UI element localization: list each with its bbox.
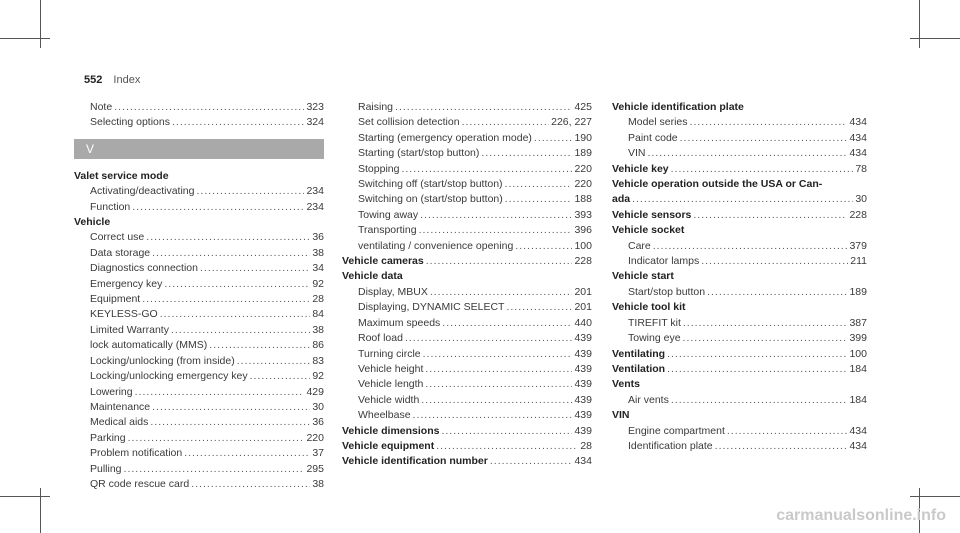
entry-pages: 226, 227 <box>551 116 592 129</box>
leader-dots <box>690 115 848 130</box>
index-heading: Vehicle tool kit <box>612 301 686 314</box>
entry-label: Selecting options <box>90 116 170 129</box>
leader-dots <box>171 323 310 338</box>
index-entry <box>74 385 324 400</box>
crop-mark <box>40 488 41 533</box>
leader-dots <box>693 208 847 223</box>
entry-pages: 387 <box>849 316 867 329</box>
entry-pages: 295 <box>306 462 324 475</box>
entry-pages: 434 <box>849 439 867 452</box>
entry-pages: 439 <box>574 378 592 391</box>
entry-pages: 434 <box>849 424 867 437</box>
entry-pages: 38 <box>312 477 324 490</box>
index-entry <box>74 115 324 130</box>
entry-pages: 30 <box>855 193 867 206</box>
index-heading: Vehicle <box>74 216 111 229</box>
index-entry <box>74 246 324 261</box>
index-heading-entry <box>612 162 867 177</box>
index-heading: Valet service mode <box>74 169 169 182</box>
entry-label: Maximum speeds <box>358 316 441 329</box>
index-entry <box>342 408 592 423</box>
entry-pages: 220 <box>306 431 324 444</box>
letter-section-bar: V <box>74 139 324 159</box>
entry-pages: 28 <box>312 293 324 306</box>
leader-dots <box>441 424 572 439</box>
entry-label: QR code rescue card <box>90 477 190 490</box>
leader-dots <box>727 424 848 439</box>
entry-pages: 201 <box>574 285 592 298</box>
leader-dots <box>648 146 848 161</box>
index-heading-entry <box>612 192 867 207</box>
entry-pages: 434 <box>849 131 867 144</box>
leader-dots <box>425 362 572 377</box>
leader-dots <box>505 192 573 207</box>
leader-dots <box>423 347 573 362</box>
index-entry <box>74 323 324 338</box>
entry-pages: 220 <box>574 162 592 175</box>
entry-label: Emergency key <box>90 277 163 290</box>
leader-dots <box>683 316 848 331</box>
index-heading: Vehicle data <box>342 270 403 283</box>
entry-pages: 228 <box>849 208 867 221</box>
entry-label: Raising <box>358 101 394 113</box>
leader-dots <box>421 393 572 408</box>
entry-label: Stopping <box>358 162 400 175</box>
index-entry <box>612 331 867 346</box>
entry-label: Vehicle length <box>358 378 424 391</box>
entry-pages: 396 <box>574 224 592 237</box>
index-heading-entry <box>612 347 867 362</box>
index-entry <box>612 131 867 146</box>
index-entry <box>342 377 592 392</box>
entry-pages: 434 <box>574 455 592 468</box>
index-entry <box>74 100 324 115</box>
leader-dots <box>420 208 572 223</box>
index-heading: VIN <box>612 409 630 422</box>
entry-pages: 37 <box>312 447 324 460</box>
entry-pages: 100 <box>574 239 592 252</box>
index-entry <box>74 400 324 415</box>
index-entry <box>74 477 324 492</box>
entry-label: Data storage <box>90 246 151 259</box>
entry-pages: 78 <box>855 162 867 175</box>
entry-label: Indicator lamps <box>628 255 700 268</box>
leader-dots <box>667 347 847 362</box>
index-entry <box>342 316 592 331</box>
entry-pages: 393 <box>574 208 592 221</box>
leader-dots <box>671 162 854 177</box>
leader-dots <box>481 146 572 161</box>
entry-pages: 234 <box>306 185 324 198</box>
entry-pages: 429 <box>306 385 324 398</box>
index-entry <box>74 200 324 215</box>
entry-label: Problem notification <box>90 447 183 460</box>
entry-label: Vehicle width <box>358 393 420 406</box>
index-entry <box>342 393 592 408</box>
leader-dots <box>135 385 305 400</box>
index-entry <box>74 277 324 292</box>
leader-dots <box>667 362 847 377</box>
leader-dots <box>426 254 573 269</box>
entry-pages: 439 <box>574 409 592 422</box>
index-heading: Vehicle cameras <box>342 255 424 268</box>
leader-dots <box>413 408 573 423</box>
entry-pages: 92 <box>312 370 324 383</box>
index-column-3 <box>612 100 867 454</box>
index-heading: Vehicle key <box>612 162 669 175</box>
index-entry <box>74 261 324 276</box>
entry-label: lock automatically (MMS) <box>90 339 208 352</box>
entry-pages: 184 <box>849 362 867 375</box>
leader-dots <box>680 131 848 146</box>
entry-label: Roof load <box>358 332 403 345</box>
entry-label: ventilating / convenience opening <box>358 239 514 252</box>
entry-pages: 184 <box>849 393 867 406</box>
index-heading-entry <box>342 424 592 439</box>
entry-label: Model series <box>628 116 688 129</box>
leader-dots <box>715 439 848 454</box>
entry-label: Pulling <box>90 462 122 475</box>
entry-pages: 201 <box>574 301 592 314</box>
entry-label: Display, MBUX <box>358 285 428 298</box>
entry-label: Paint code <box>628 131 678 144</box>
entry-pages: 324 <box>306 116 324 129</box>
index-heading-cont: ada <box>612 193 631 206</box>
index-heading: Vehicle socket <box>612 224 685 237</box>
leader-dots <box>160 307 311 322</box>
entry-label: Activating/deactivating <box>90 185 195 198</box>
entry-label: Lowering <box>90 385 133 398</box>
crop-mark <box>910 496 960 497</box>
entry-pages: 379 <box>849 239 867 252</box>
index-entry <box>342 208 592 223</box>
leader-dots <box>250 369 311 384</box>
index-heading: Ventilating <box>612 347 666 360</box>
index-heading-entry <box>342 454 592 469</box>
entry-label: Start/stop button <box>628 285 706 298</box>
entry-label: Identification plate <box>628 439 713 452</box>
entry-pages: 36 <box>312 416 324 429</box>
leader-dots <box>490 454 573 469</box>
index-entry <box>612 239 867 254</box>
leader-dots <box>146 230 310 245</box>
index-heading: Ventilation <box>612 362 666 375</box>
index-column-1 <box>74 100 324 492</box>
entry-label: Note <box>90 101 113 113</box>
entry-label: Limited Warranty <box>90 323 169 336</box>
index-heading-entry <box>342 439 592 454</box>
entry-label: Care <box>628 239 651 252</box>
index-entry <box>342 362 592 377</box>
entry-label: Parking <box>90 431 126 444</box>
index-heading: Vehicle dimensions <box>342 424 440 437</box>
index-entry <box>612 146 867 161</box>
leader-dots <box>707 285 847 300</box>
index-heading-entry <box>612 362 867 377</box>
leader-dots <box>128 431 305 446</box>
entry-pages: 211 <box>850 255 867 268</box>
entry-label: Towing eye <box>628 332 681 345</box>
leader-dots <box>152 246 310 261</box>
entry-pages: 434 <box>849 147 867 160</box>
entry-label: Equipment <box>90 293 141 306</box>
leader-dots <box>200 261 310 276</box>
index-entry <box>74 431 324 446</box>
entry-pages: 399 <box>849 332 867 345</box>
entry-label: Locking/unlocking (from inside) <box>90 354 235 367</box>
entry-pages: 220 <box>574 178 592 191</box>
index-entry <box>74 292 324 307</box>
index-entry <box>74 354 324 369</box>
entry-label: Set collision detection <box>358 116 460 129</box>
entry-pages: 228 <box>574 255 592 268</box>
index-heading: Vents <box>612 378 641 391</box>
entry-label: Diagnostics connection <box>90 262 198 275</box>
crop-mark <box>40 0 41 48</box>
leader-dots <box>462 115 550 130</box>
entry-label: Correct use <box>90 231 145 244</box>
index-entry <box>74 307 324 322</box>
index-entry <box>74 462 324 477</box>
leader-dots <box>401 162 572 177</box>
index-entry <box>342 347 592 362</box>
index-entry <box>342 300 592 315</box>
index-entry <box>342 162 592 177</box>
entry-label: Turning circle <box>358 347 421 360</box>
entry-label: Maintenance <box>90 400 151 413</box>
entry-pages: 36 <box>312 231 324 244</box>
leader-dots <box>653 239 848 254</box>
leader-dots <box>150 415 310 430</box>
index-entry <box>74 338 324 353</box>
entry-pages: 439 <box>574 347 592 360</box>
entry-pages: 425 <box>574 101 592 113</box>
section-title: Index <box>113 74 141 86</box>
index-heading-entry <box>612 208 867 223</box>
index-entry <box>612 316 867 331</box>
index-heading: Vehicle identification number <box>342 455 488 468</box>
entry-pages: 92 <box>312 277 324 290</box>
index-entry <box>74 415 324 430</box>
index-column-2 <box>342 100 592 470</box>
entry-pages: 188 <box>574 193 592 206</box>
leader-dots <box>671 393 848 408</box>
entry-pages: 440 <box>574 316 592 329</box>
index-entry <box>342 285 592 300</box>
leader-dots <box>436 439 578 454</box>
leader-dots <box>701 254 848 269</box>
leader-dots <box>425 377 572 392</box>
entry-label: Switching on (start/stop button) <box>358 193 503 206</box>
leader-dots <box>196 184 304 199</box>
index-heading: Vehicle operation outside the USA or Can- <box>612 178 823 191</box>
index-entry <box>612 439 867 454</box>
entry-label: Switching off (start/stop button) <box>358 178 503 191</box>
entry-pages: 100 <box>849 347 867 360</box>
crop-mark <box>0 38 50 39</box>
index-entry <box>342 192 592 207</box>
leader-dots <box>172 115 304 130</box>
entry-pages: 86 <box>312 339 324 352</box>
watermark: carmanualsonline.info <box>776 507 946 524</box>
entry-pages: 84 <box>312 308 324 321</box>
entry-label: Vehicle height <box>358 362 424 375</box>
index-entry <box>342 331 592 346</box>
index-heading-entry <box>342 254 592 269</box>
index-entry <box>612 424 867 439</box>
entry-label: Starting (emergency operation mode) <box>358 131 532 144</box>
index-heading: Vehicle start <box>612 270 674 283</box>
leader-dots <box>506 300 572 315</box>
leader-dots <box>683 331 848 346</box>
leader-dots <box>505 177 573 192</box>
entry-pages: 83 <box>312 354 324 367</box>
entry-pages: 439 <box>574 393 592 406</box>
entry-pages: 434 <box>849 116 867 129</box>
entry-label: Starting (start/stop button) <box>358 147 480 160</box>
index-entry <box>342 146 592 161</box>
entry-label: Medical aids <box>90 416 149 429</box>
crop-mark <box>919 0 920 48</box>
leader-dots <box>114 100 304 115</box>
index-entry <box>612 115 867 130</box>
entry-pages: 38 <box>312 246 324 259</box>
index-entry <box>612 393 867 408</box>
entry-label: Transporting <box>358 224 417 237</box>
index-entry <box>342 177 592 192</box>
crop-mark <box>910 38 960 39</box>
leader-dots <box>419 223 573 238</box>
entry-pages: 28 <box>580 439 592 452</box>
index-entry <box>74 184 324 199</box>
entry-label: Towing away <box>358 208 419 221</box>
leader-dots <box>237 354 311 369</box>
index-entry <box>342 239 592 254</box>
leader-dots <box>132 200 304 215</box>
index-heading: Vehicle equipment <box>342 439 435 452</box>
index-entry <box>342 100 592 115</box>
entry-pages: 189 <box>574 147 592 160</box>
leader-dots <box>142 292 310 307</box>
leader-dots <box>430 285 573 300</box>
entry-label: Displaying, DYNAMIC SELECT <box>358 301 505 314</box>
index-entry <box>342 115 592 130</box>
index-entry <box>74 369 324 384</box>
entry-pages: 439 <box>574 332 592 345</box>
entry-label: TIREFIT kit <box>628 316 681 329</box>
entry-label: Engine compartment <box>628 424 725 437</box>
entry-pages: 38 <box>312 323 324 336</box>
page-number: 552 <box>84 74 103 86</box>
entry-pages: 323 <box>306 101 324 113</box>
leader-dots <box>632 192 853 207</box>
leader-dots <box>209 338 310 353</box>
entry-label: KEYLESS-GO <box>90 308 158 321</box>
index-entry <box>342 131 592 146</box>
entry-pages: 34 <box>312 262 324 275</box>
entry-pages: 439 <box>574 362 592 375</box>
leader-dots <box>124 462 305 477</box>
index-entry <box>74 446 324 461</box>
entry-pages: 189 <box>849 285 867 298</box>
entry-pages: 30 <box>312 400 324 413</box>
index-entry <box>74 230 324 245</box>
index-entry <box>612 254 867 269</box>
index-entry <box>342 223 592 238</box>
entry-pages: 234 <box>306 200 324 213</box>
leader-dots <box>395 100 572 115</box>
index-entry <box>612 285 867 300</box>
leader-dots <box>152 400 310 415</box>
leader-dots <box>515 239 572 254</box>
entry-label: Locking/unlocking emergency key <box>90 370 248 383</box>
leader-dots <box>405 331 573 346</box>
page-header <box>84 74 140 86</box>
entry-pages: 190 <box>574 131 592 144</box>
index-heading: Vehicle identification plate <box>612 101 744 113</box>
entry-pages: 439 <box>574 424 592 437</box>
entry-label: Air vents <box>628 393 669 406</box>
entry-label: Function <box>90 200 131 213</box>
leader-dots <box>442 316 572 331</box>
leader-dots <box>184 446 310 461</box>
leader-dots <box>191 477 310 492</box>
leader-dots <box>164 277 310 292</box>
entry-label: VIN <box>628 147 646 160</box>
crop-mark <box>0 496 50 497</box>
leader-dots <box>534 131 573 146</box>
index-heading: Vehicle sensors <box>612 208 692 221</box>
entry-label: Wheelbase <box>358 409 411 422</box>
